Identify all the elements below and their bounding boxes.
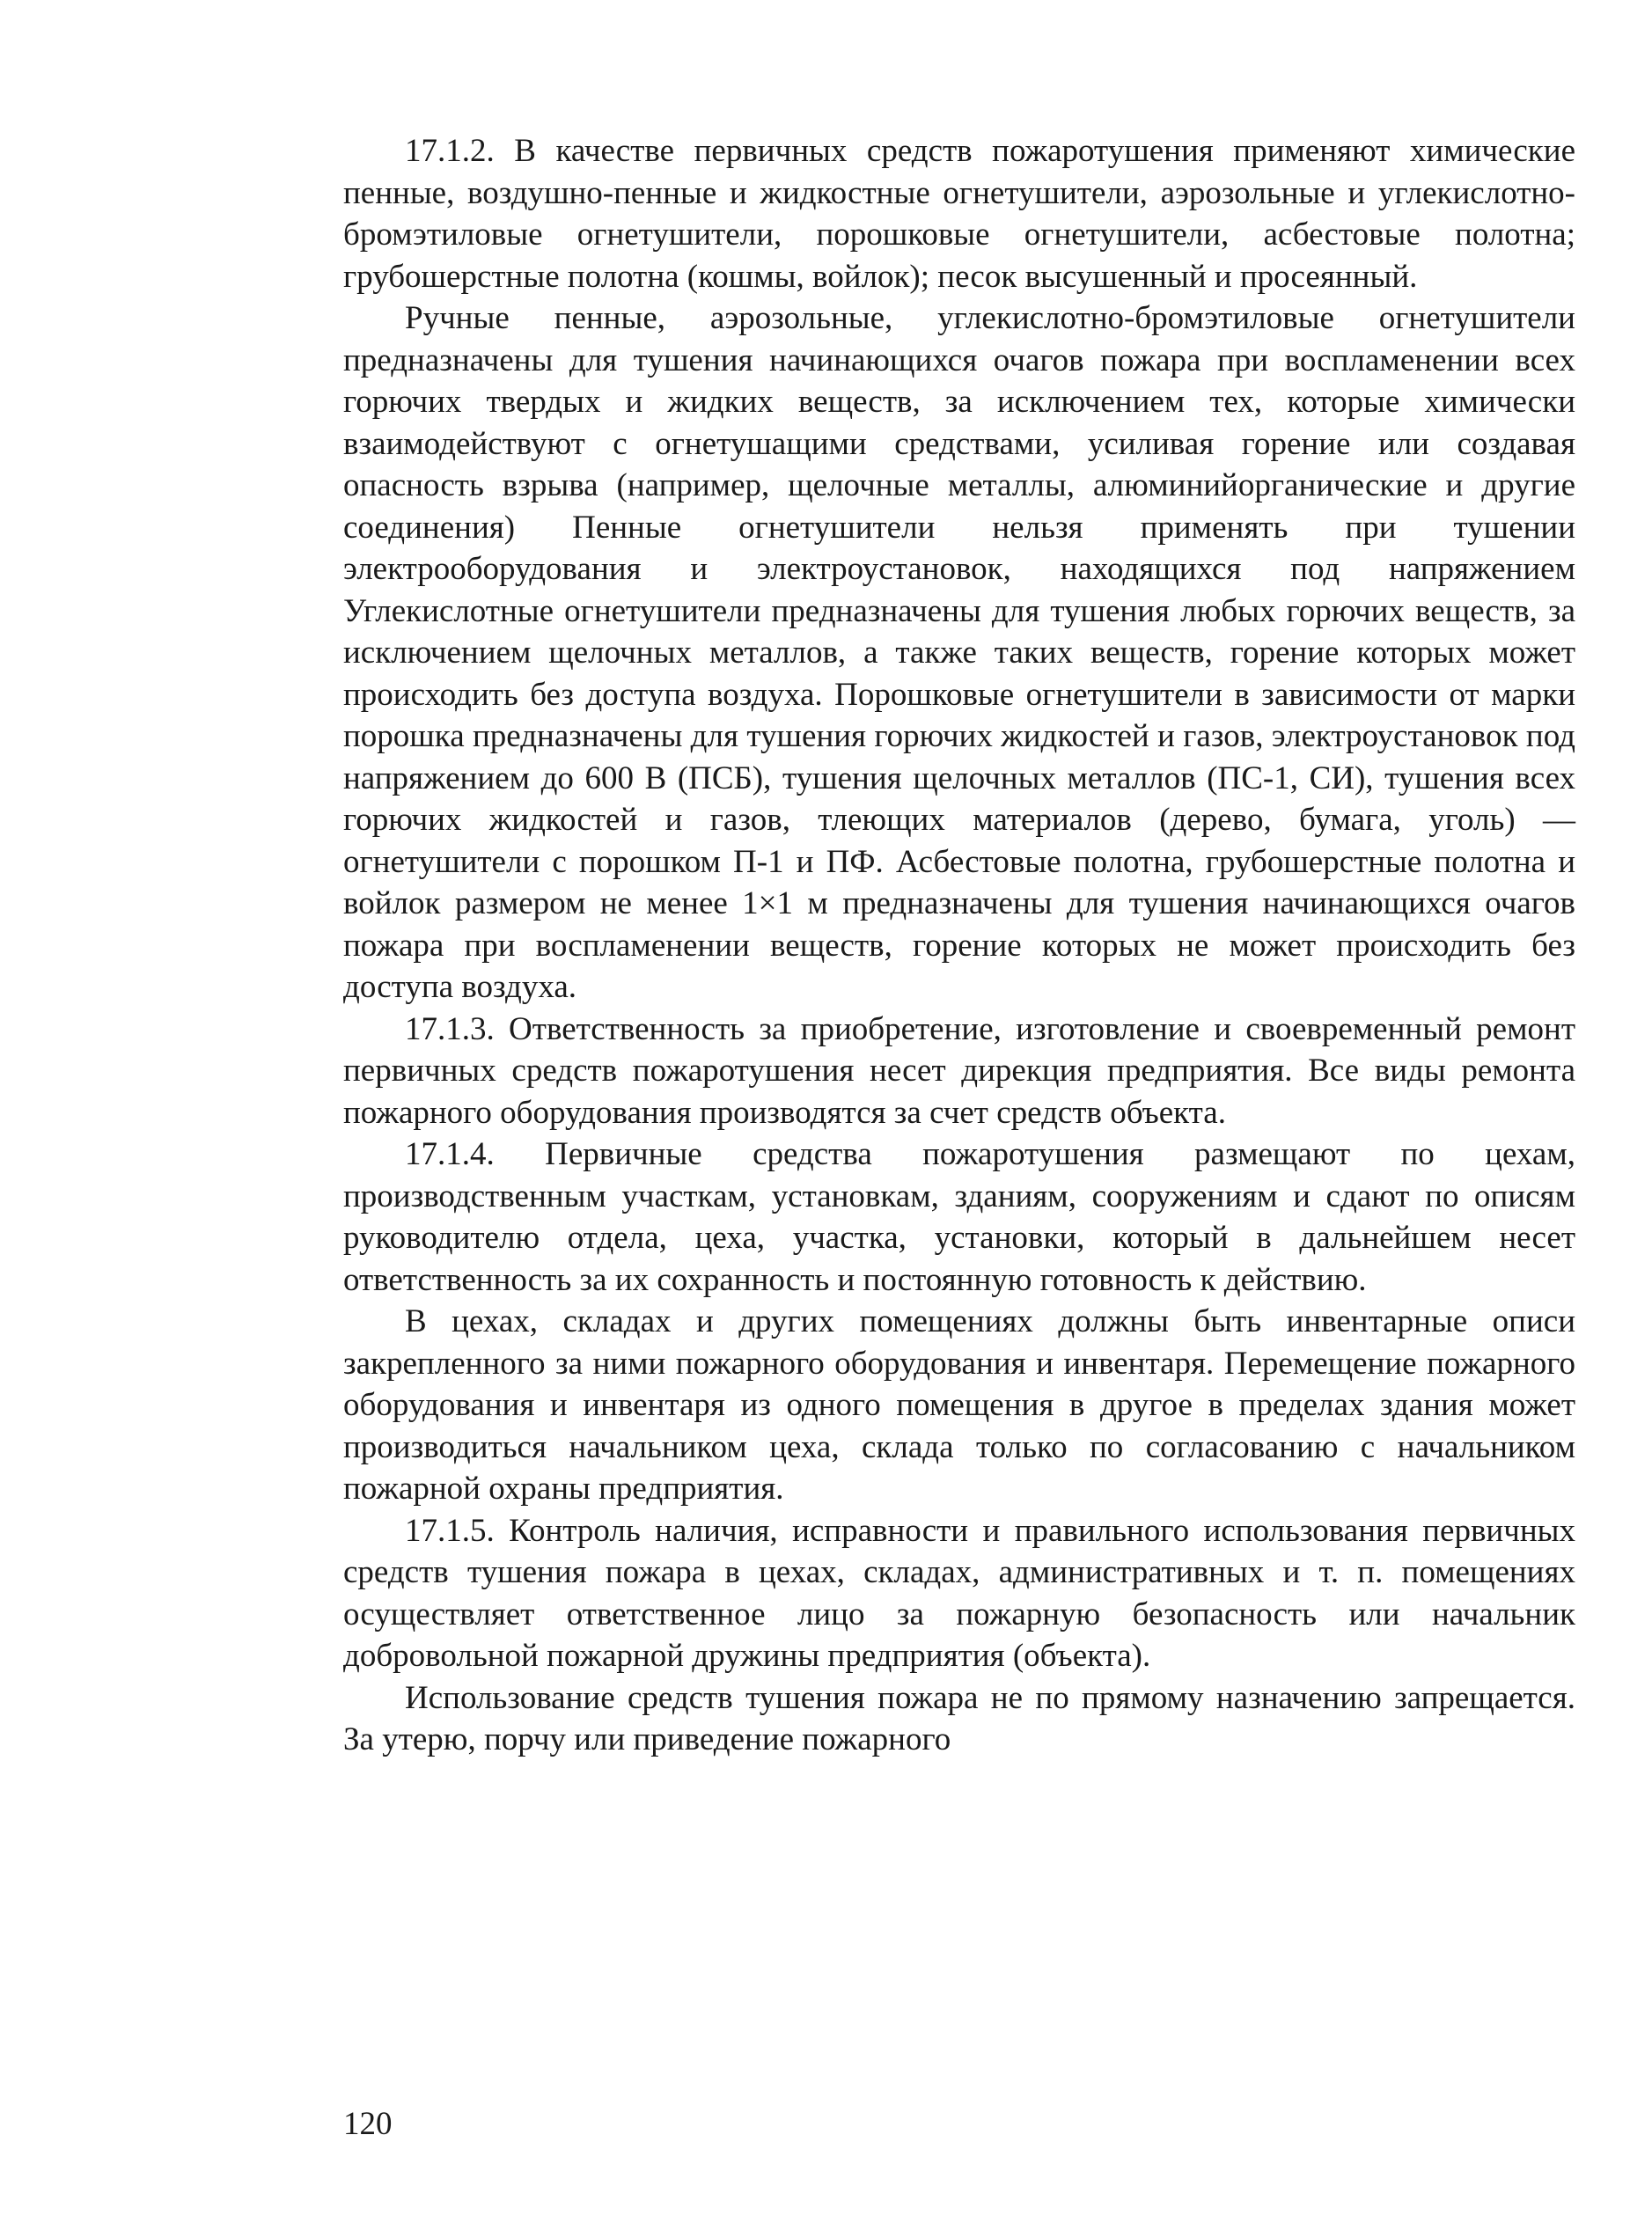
page-number: 120 [343,2106,393,2142]
paragraph-17-1-4: 17.1.4. Первичные средства пожаротушения размещают по цехам, производственным участкам, установкам, зданиям, сооружениям и сдают по описям руководителю отдела, цеха, участка, установки, который в дальнейшем несет ответственность за их сохранность и постоянную готовность к действию. [343,1136,1575,1298]
paragraph-inventory: В цехах, складах и других помещениях должны быть инвентарные описи закрепленного за ними пожарного оборудования и инвентаря. Перемещение пожарного оборудования и инвентаря из одного помещения в другое в пределах здания может производиться начальником цеха, склада только по согласованию с начальником пожарной охраны предприятия. [343,1303,1575,1507]
paragraph-17-1-3: 17.1.3. Ответственность за приобретение, изготовление и своевременный ремонт первичных средств пожаротушения несет дирекция предприятия. Все виды ремонта пожарного оборудования производятся за счет средств объекта. [343,1010,1575,1131]
paragraph-17-1-5: 17.1.5. Контроль наличия, исправности и правильного использования первичных средств тушения пожара в цехах, складах, административных и т. п. помещениях осуществляет ответственное лицо за пожарную безопасность или начальник добровольной пожарной дружины предприятия (объекта). [343,1512,1575,1674]
paragraph-usage: Использование средств тушения пожара не по прямому назначению запрещается. За утерю, порчу или приведение пожарного [343,1679,1575,1757]
paragraph-17-1-2: 17.1.2. В качестве первичных средств пожаротушения применяют химические пенные, воздушно-пенные и жидкостные огнетушители, аэрозольные и углекислотно-бромэтиловые огнетушители, порошковые огнетушители, асбестовые полотна; грубошерстные полотна (кошмы, войлок); песок высушенный и просеянный. [343,133,1575,295]
document-page [343,130,1575,1761]
paragraph-extinguishers: Ручные пенные, аэрозольные, углекислотно-бромэтиловые огнетушители предназначены для тушения начинающихся очагов пожара при воспламенении всех горючих твердых и жидких веществ, за исключением тех, которые химически взаимодействуют с огнетушащими средствами, усиливая горение или создавая опасность взрыва (например, щелочные металлы, алюминийорганические и другие соединения) Пенные огнетушители нельзя применять при тушении электрооборудования и электроустановок, находящихся под напряжением Углекислотные огнетушители предназначены для тушения любых горючих веществ, за исключением щелочных металлов, а также таких веществ, горение которых может происходить без доступа воздуха. Порошковые огнетушители в зависимости от марки порошка предназначены для тушения горючих жидкостей и газов, электроустановок под напряжением до 600 В (ПСБ), тушения щелочных металлов (ПС-1, СИ), тушения всех горючих жидкостей и газов, тлеющих материалов (дерево, бумага, уголь) — огнетушители с порошком П-1 и ПФ. Асбестовые полотна, грубошерстные полотна и войлок размером не менее 1×1 м предназначены для тушения начинающихся очагов пожара при воспламенении веществ, горение которых не может происходить без доступа воздуха. [343,300,1575,1005]
